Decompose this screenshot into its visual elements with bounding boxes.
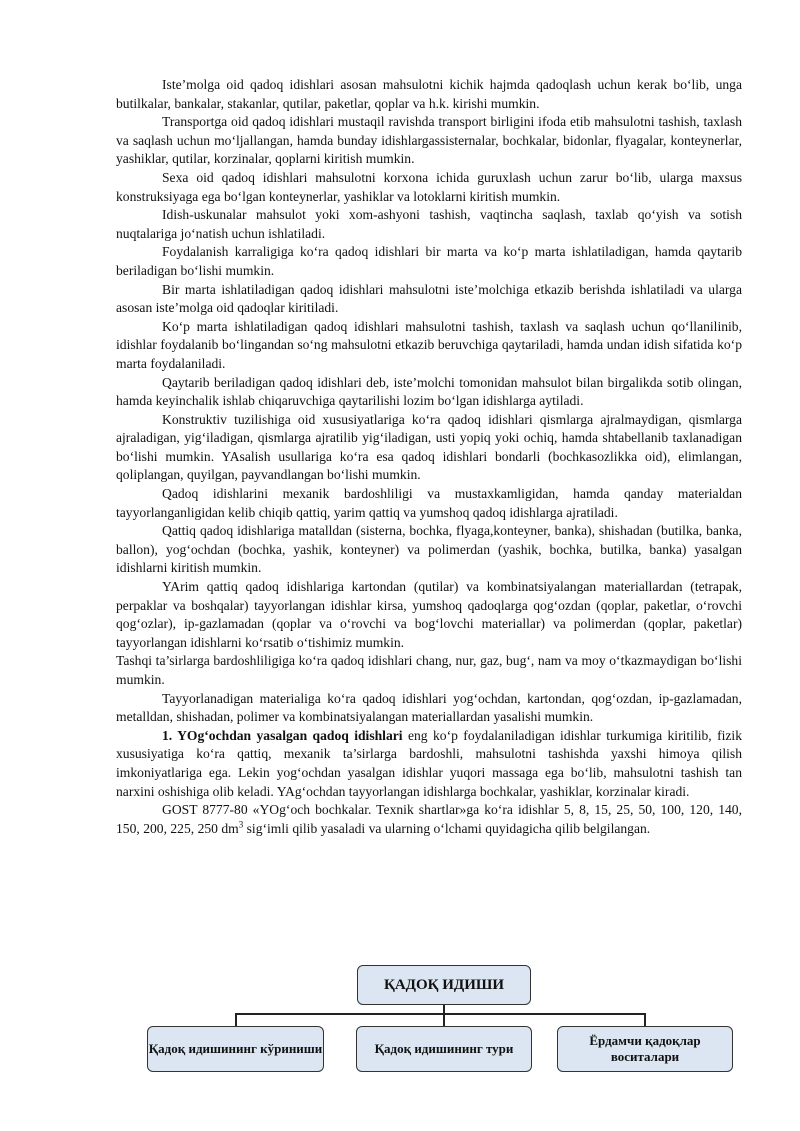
paragraph: Sexa oid qadoq idishlari mahsulotni korxona ichida guruxlash uchun zarur bo‘lib, ularga maxsus konstruksiyaga ega bo‘lgan konteynerlar, yashiklar va lotoklarni kiritish mumkin. <box>116 169 742 204</box>
paragraph-tayyorlanadigan: Tayyorlanadigan materialiga ko‘ra qadoq idishlari yog‘ochdan, kartondan, qog‘ozdan, ip-gazlamadan, metalldan, shishadan, polimer va kombinatsiyalangan materiallardan yasalishi mumkin. <box>116 690 742 725</box>
connector-left <box>235 1013 237 1026</box>
paragraph: Konstruktiv tuzilishiga oid xususiyatlariga ko‘ra qadoq idishlari qismlarga ajralmaydigan, qismlarga ajraladigan, yig‘iladigan, qismlarga ajratilib yig‘iladigan, usti yopiq yoki ochiq, hamda shtabellanib taxlanadigan bo‘lishi mumkin. YAsalish usullariga ko‘ra esa qadoq idishlari bondarli (bochkasozlikka oid), elimlangan, qoliplangan, quyilgan, payvandlangan bo‘lishi mumkin. <box>116 411 742 483</box>
paragraph-tashqi: Tashqi ta’sirlarga bardoshliligiga ko‘ra qadoq idishlari chang, nur, gaz, bug‘, nam va moy o‘tkazmaydigan bo‘lishi mumkin. <box>116 653 742 687</box>
connector-horizontal <box>235 1013 645 1015</box>
paragraph: Qadoq idishlarini mexanik bardoshliligi va mustaxkamligidan, hamda qanday materialdan tayyorlanganligidan kelib chiqib qattiq, yarim qattiq va yumshoq qadoq idishlarga ajratiladi. <box>116 486 742 520</box>
diagram-child-auxiliary: Ёрдамчи қадоқлар воситалари <box>557 1026 733 1072</box>
section-1-heading: 1. YOg‘ochdan yasalgan qadoq idishlari <box>162 727 403 743</box>
paragraph: Qattiq qadoq idishlariga matalldan (sisterna, bochka, flyaga,konteyner, banka), shishadan (butilka, banka, ballon), yog‘ochdan (bochka, yashik, konteyner) va polimerdan (yashik, bochka, butilka, banka) yasalgan idishlarni kiritish mumkin. <box>116 523 742 576</box>
paragraph: Qaytarib beriladigan qadoq idishlari deb, iste’molchi tomonidan mahsulot bilan birgalikda sotib olingan, hamda keyinchalik ishlab chiqaruvchiga qaytarilishi lozim bo‘lgan idishlarga aytiladi. <box>116 374 742 409</box>
connector-middle <box>443 1013 445 1026</box>
paragraph: Foydalanish karraligiga ko‘ra qadoq idishlari bir marta va ko‘p marta ishlatiladigan, hamda qaytarib beriladigan bo‘lishi mumkin. <box>116 244 742 278</box>
paragraph: Iste’molga oid qadoq idishlari asosan mahsulotni kichik hajmda qadoqlash uchun kerak bo‘lib, unga butilkalar, bankalar, stakanlar, qutilar, paketlar, qoplar va h.k. kirishi mumkin. <box>116 77 742 111</box>
section-1-text: eng ko‘p foydalaniladigan idishlar turkumiga kiritilib, fizik xususiyatiga ko‘ra qattiq, mexanik ta’sirlarga bardoshli, mahsulotni tashishda yaxshi himoya qilish imkoniyatlariga ega. Lekin yog‘ochdan yasalgan idishlar yuqori massaga ega bo‘lib, mahsulotni tashish tan narxini oshishiga olib keladi. YAg‘ochdan tayyorlangan idishlarga bochkalar, yashiklar, korzinalar kiradi. <box>116 727 743 799</box>
document-body <box>116 76 742 838</box>
gost-paragraph <box>116 801 742 838</box>
paragraph: YArim qattiq qadoq idishlariga kartondan (qutilar) va kombinatsiyalangan materiallardan (tetrapak, perpaklar va boshqalar) tayyorlangan idishlar kirsa, yumshoq qadoqlarga qog‘ozdan (qoplar, paketlar, o‘rovchi qog‘ozlar), ip-gazlamadan (qoplar va o‘rovchi va bog‘lovchi materiallar) va polimerdan (qoplar, paketlar) tayyorlangan idishlarni ko‘rsatib o‘tishimiz mumkin. <box>116 579 742 650</box>
gost-superscript: 3 <box>238 819 244 830</box>
gost-text-end: sig‘imli qilib yasaladi va ularning o‘lchami quyidagicha qilib belgilangan. <box>243 820 651 836</box>
paragraph: Bir marta ishlatiladigan qadoq idishlari mahsulotni iste’molchiga etkazib berishda ishlatiladi va ularga asosan iste’molga oid qadoqlar kiritiladi. <box>116 281 742 316</box>
diagram-root-box: ҚАДОҚ ИДИШИ <box>357 965 531 1005</box>
gost-text: GOST 8777-80 «YOg‘och bochkalar. Texnik shartlar»ga ko‘ra idishlar 5, 8, 15, 25, 50, 100, 120, 140, 150, 200, 225, 250 dm <box>116 802 742 836</box>
section-1-paragraph <box>116 727 742 801</box>
diagram-child-type: Қадоқ идишининг тури <box>356 1026 532 1072</box>
connector-root <box>443 1005 445 1014</box>
paragraph: Transportga oid qadoq idishlari mustaqil ravishda transport birligini ifoda etib mahsulotni tashish, taxlash va saqlash uchun mo‘ljallangan, hamda bunday idishlargassisternalar, bochkalar, bidonlar, flyagalar, konteynerlar, yashiklar, qutilar, korzinalar, qoplarni kiritish mumkin. <box>116 114 742 167</box>
connector-right <box>644 1013 646 1026</box>
diagram-child-appearance: Қадоқ идишининг кўриниши <box>147 1026 324 1072</box>
paragraph: Idish-uskunalar mahsulot yoki xom-ashyoni tashish, vaqtincha saqlash, taxlab qo‘yish va sotish nuqtalariga jo‘natish uchun ishlatiladi. <box>116 207 742 241</box>
paragraph: Ko‘p marta ishlatiladigan qadoq idishlari mahsulotni tashish, taxlash va saqlash uchun qo‘llanilinib, idishlar foydalanib bo‘lingandan so‘ng mahsulotni etkazib beruvchiga qaytariladi, hamda undan idish sifatida ko‘p marta foydalaniladi. <box>116 318 742 371</box>
